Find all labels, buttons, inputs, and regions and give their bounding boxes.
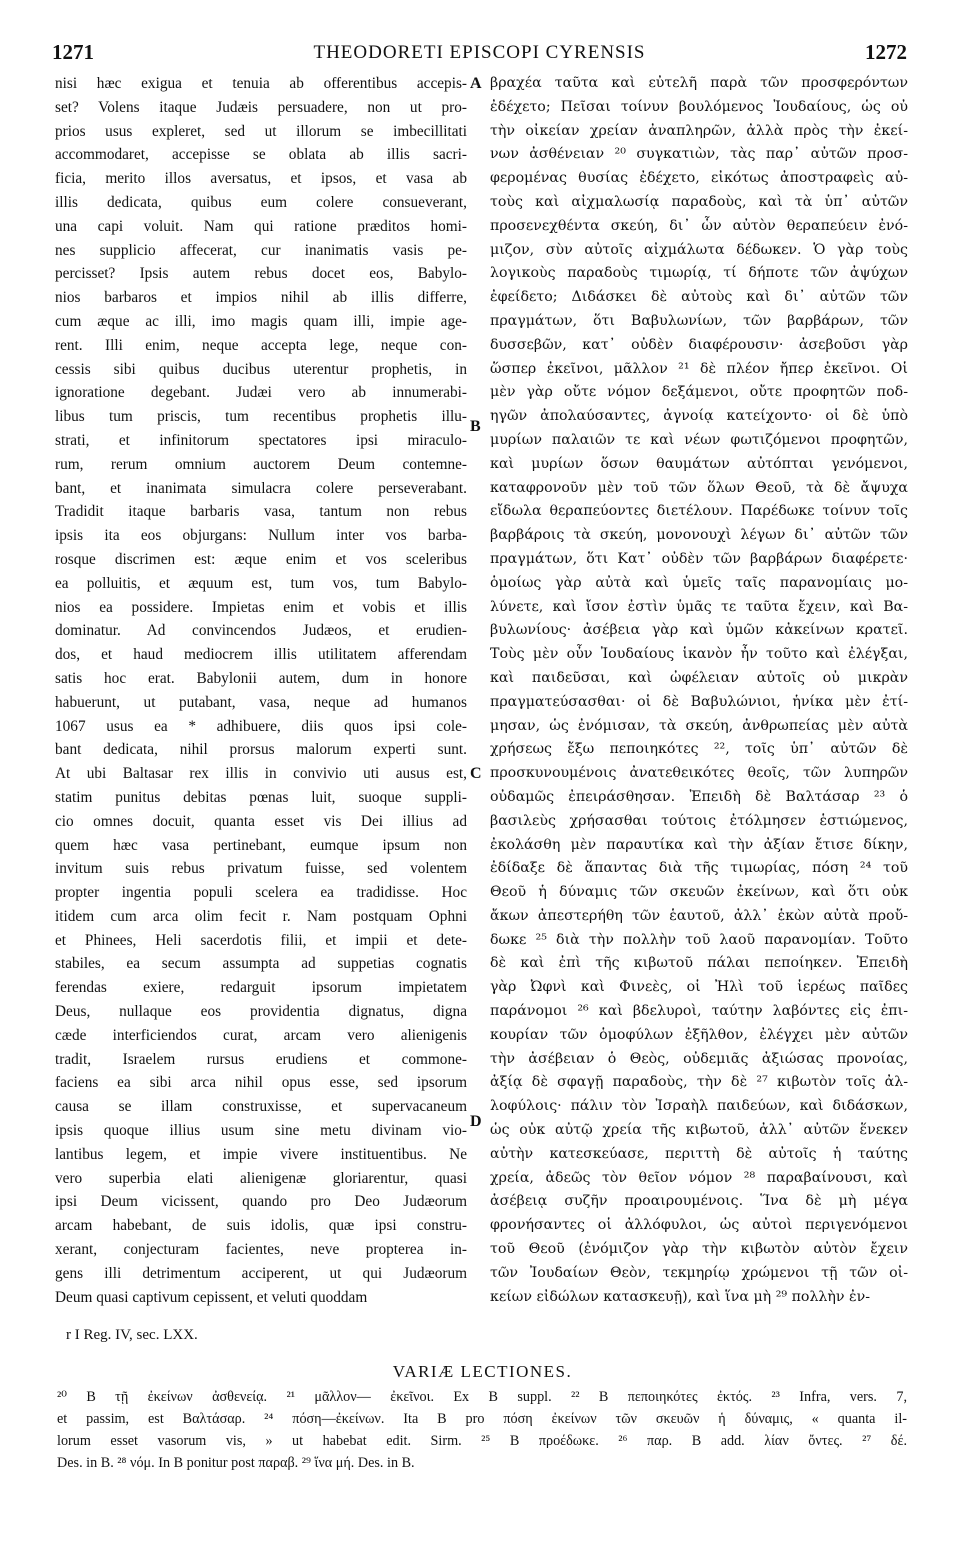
text-line: ἐκολάσθη μὲν παραυτίκα καὶ τὴν ἀξίαν ἔτισε δίκην, [490, 836, 908, 853]
text-line: κουρίαν τῶν ὁμοφύλων ἐξῆλθον, ἐλέγχει μὲν αὐτῶν [490, 1026, 908, 1043]
text-line: Τοὺς μὲν οὖν Ἰουδαίους ἱκανὸν ἦν τοῦτο καὶ ἐλέγξαι, [490, 646, 908, 663]
text-line: et passim, est Βαλτάσαρ. ²⁴ πόση—ἐκείνων. Ita B pro πόση ἐκείνων τῶν σκευῶν ἡ δύναμις, « quanta il- [57, 1411, 907, 1427]
text-line: φερομένας θυσίας ἐδέχετο, εἰκότως ἀποστραφεὶς αὐ- [490, 170, 908, 187]
text-line: ferendas exiere, redarguit ipsorum impietatem [55, 979, 467, 997]
page-header [52, 40, 907, 68]
text-line: ignoratione degebant. Judæi vero ab innumerabi- [55, 384, 467, 402]
text-line: causa se illam construxisse, et supervacaneum [55, 1098, 467, 1116]
text-line: ἐδέχετο; Πεῖσαι τοίνυν βουλόμενος Ἰουδαίους, ὡς οὐ [490, 98, 908, 115]
page-number-left: 1271 [52, 40, 94, 64]
text-line: cum æque ac illi, imo magis quam illi, impie age- [55, 312, 467, 330]
text-line: ὥσπερ ἐκεῖνοι, μᾶλλον ²¹ δὲ πλέον ἤπερ ἐκεῖνοι. Οἱ [490, 360, 908, 377]
text-line: bant, et inanimata simulacra colere perseverabant. [55, 479, 467, 497]
text-line: rum, rerum omnium auctorem Deum contemne- [55, 455, 467, 473]
text-line: καὶ παιδεῦσαι, καὶ ὠφέλειαν αὐτοῖς οὐ μικρὰν [490, 669, 908, 686]
text-line: gens illi detrimentum acciperent, ut qui Judæorum [55, 1264, 467, 1282]
text-line: cessis sibi quibus ducibus uterentur prophetis, in [55, 360, 467, 378]
text-line: νων ἀσθένειαν ²⁰ συγκατιὼν, τὰς παρ᾽ αὐτῶν προσ- [490, 146, 908, 163]
text-line: illis dedicata, quibus eum colere consueverant, [55, 193, 467, 211]
text-line: βασιλεὺς χρήσασθαι τούτοις ἐτόλμησεν ἑστιώμενος, [490, 812, 908, 829]
text-line: φρονήσαντες οἱ ἀλλόφυλοι, ὡς αὐτοὶ περιγενόμενοι [490, 1217, 908, 1234]
text-line: καὶ μυρίων ὅσων θαυμάτων αὐτόπται γενόμενοι, [490, 455, 908, 472]
text-line: quem hæc vasa pertinebant, eumque ipsum non [55, 836, 467, 854]
text-line: μιζον, σὺν αὐτοῖς αἰχμάλωτα δέδωκεν. Ὁ γὰρ τοὺς [490, 241, 908, 258]
text-line: tradit, Israelem rursus erudiens et commone- [55, 1050, 467, 1068]
text-line: una capi voluit. Nam qui ratione præditos homi- [55, 217, 467, 235]
text-line: ἀσέβειᾳ συζῆν προαιρουμένοις. Ἵνα δὲ μὴ μέγα [490, 1193, 908, 1210]
text-line: ἐδίδαξε δὲ ἅπαντας διὰ τῆς τιμωρίας, πόση ²⁴ τοῦ [490, 860, 908, 877]
text-line: ipsis ita eos objurgans: Nullum inter vos barba- [55, 527, 467, 545]
text-line: ὁμοίως γὰρ αὐτὰ καὶ ὑμεῖς ταῖς παρανομίαις μο- [490, 574, 908, 591]
text-line: percisset? Ipsis autem rebus docet eos, Babylo- [55, 265, 467, 283]
text-line: Des. in B. ²⁸ νόμ. In B ponitur post παραβ. ²⁹ ἵνα μή. Des. in B. [57, 1455, 415, 1471]
text-line: cæde interficiendos curat, arcam vero alienigenis [55, 1026, 467, 1044]
text-line: At ubi Baltasar rex illis in convivio uti ausus est, [55, 765, 467, 783]
variae-lectiones [57, 1386, 907, 1474]
text-line: ²⁰ B τῇ ἐκείνων ἀσθενείᾳ. ²¹ μᾶλλον— ἐκεῖνοι. Ex B suppl. ²² B πεποιηκότες ἐκτός. ²³ Infra, vers. 7, [57, 1389, 907, 1405]
text-line: nios ea possidere. Impietas enim et vobis et illis [55, 598, 467, 616]
text-line: rent. Illi enim, neque accepta lege, neque con- [55, 336, 467, 354]
text-line: lorum esset vasorum vis, » ut habebat edit. Sirm. ²⁵ B προέδωκε. ²⁶ παρ. B add. λίαν ὄντες. ²⁷ δέ. [57, 1433, 907, 1449]
text-line: εἴδωλα θεραπεύοντες διετέλουν. Παρέδωκε τοίνυν τοῖς [490, 503, 908, 520]
text-line: stabiles, ea secum assumpta ad suppetias cognatis [55, 955, 467, 973]
text-line: δὲ καὶ ἐπὶ τῆς κιβωτοῦ πάλαι πεποίηκεν. Ἐπειδὴ [490, 955, 908, 972]
margin-marker-a: A [470, 75, 482, 92]
text-line: lantibus legem, et impie vivere instituentibus. Ne [55, 1145, 467, 1163]
text-line: τοὺς καὶ αἰχμαλωσίᾳ παραδοὺς, καὶ τὰ ὑπ᾽ αὐτῶν [490, 193, 908, 210]
text-line: βυλωνίους· ἀσέβεια γὰρ καὶ ὑμῶν κἀκείνων κρατεῖ. [490, 622, 908, 639]
text-line: πραγμάτων, ὅτι Βαβυλωνίων, τῶν βαρβάρων, τῶν [490, 312, 908, 329]
text-line: τῶν Ἰουδαίων Θεὸν, τεκμηρίῳ χρώμενοι τῇ τῶν οἰ- [490, 1264, 908, 1281]
text-line: accommodaret, accepisse se oblata ab illis sacri- [55, 146, 467, 164]
footnote: r I Reg. IV, sec. LXX. [66, 1327, 198, 1343]
text-line: Deus, nullaque eos providentia dignatus, digna [55, 1003, 467, 1021]
text-line: ipsis quoque illius usum sine metu divinam vio- [55, 1122, 467, 1140]
text-line: dos, et haud mediocrem illis utilitatem afferendam [55, 646, 467, 664]
text-line: μησαν, ὡς ἐνόμισαν, τὰ σκεύη, ἀνθρωπείας μὲν αὐτὰ [490, 717, 908, 734]
text-line: habuerunt, ut putabant, vasa, neque ad humanos [55, 693, 467, 711]
text-line: αὐτὴν κατεσκεύασε, περιττὴ δὲ αὐτοῖς ἡ ταύτης [490, 1145, 908, 1162]
text-line: itidem cum arca olim fecit r. Nam postquam Ophni [55, 907, 467, 925]
text-line: οὐδαμῶς ἐπειράσθησαν. Ἐπειδὴ δὲ Βαλτάσαρ ²³ ὁ [490, 788, 908, 805]
text-line: λοφύλοις· πάλιν τὸν Ἰσραὴλ παιδεύων, καὶ διδάσκων, [490, 1098, 908, 1115]
text-line: bant dedicata, nihil prorsus malorum experti sunt. [55, 741, 467, 759]
variae-lectiones-title: VARIÆ LECTIONES. [392, 1362, 573, 1381]
text-line: γὰρ Ὠφνὶ καὶ Φινεὲς, οἱ Ἠλὶ τοῦ ἱερέως παῖδες [490, 979, 908, 996]
text-line: λογικοὺς παραδοὺς τιμωρίᾳ, τί δήποτε τῶν ἀψύχων [490, 265, 908, 282]
text-line: satis hoc erat. Babylonii autem, dum in honore [55, 669, 467, 687]
text-line: vero superbia elati alienigenæ gloriarentur, quasi [55, 1169, 467, 1187]
text-line: μὲν γὰρ οὔτε νόμον δεξάμενοι, οὔτε προφητῶν ποδ- [490, 384, 908, 401]
text-line: ea polluitis, et æquum est, tum vos, tum Babylo- [55, 574, 467, 592]
text-line: βραχέα ταῦτα καὶ εὐτελῆ παρὰ τῶν προσφερόντων [490, 75, 908, 91]
text-line: ficia, merito illos aversatus, et ipsos, et vasa ab [55, 170, 467, 188]
text-line: ἐφείδετο; Διδάσκει δὲ αὐτοὺς καὶ δι᾽ αὐτῶν τῶν [490, 289, 908, 306]
text-line: δυσσεβῶν, κατ᾽ οὐδὲν διαφέρουσιν· ἀσεβοῦσι γὰρ [490, 336, 908, 353]
text-line: nes supplicio affecerat, cur inanimatis vasis pe- [55, 241, 467, 259]
text-line: libus tum priscis, tum recentibus prophetis illu- [55, 408, 467, 426]
text-line: τὴν οἰκείαν χρείαν ἀναπληρῶν, ἀλλὰ πρὸς τὴν ἐκεί- [490, 122, 908, 139]
text-line: faciens ea sibi arca nihil opus esse, sed ipsorum [55, 1074, 467, 1092]
text-line: arcam habebant, de suis idolis, quæ ipsi constru- [55, 1217, 467, 1235]
greek-column [490, 72, 908, 1309]
page-number-right: 1272 [865, 40, 907, 64]
text-line: χρήσεως ἔξω πεποιηκότες ²², τοῖς ὑπ᾽ αὐτῶν δὲ [490, 741, 908, 758]
text-line: κείων εἰδώλων κατασκευῇ), καὶ ἵνα μὴ ²⁹ πολλὴν ἐν- [490, 1288, 871, 1305]
text-line: nios barbaros et impios nihil ab illis differre, [55, 289, 467, 307]
text-line: set? Volens itaque Judæis persuadere, non ut pro- [55, 98, 467, 116]
margin-marker-b: B [470, 418, 481, 435]
text-line: δωκε ²⁵ διὰ τὴν πολλὴν τοῦ λαοῦ παρανομίαν. Τοῦτο [490, 931, 908, 948]
text-line: ὡς οὐκ αὐτῷ χρεία τῆς κιβωτοῦ, ἀλλ᾽ αὐτῶν ἕνεκεν [490, 1122, 908, 1139]
text-line: strati, et infinitorum spectatores ipsi miraculo- [55, 431, 467, 449]
text-line: cio omnes docuit, quanta esset vis Dei illius ad [55, 812, 467, 830]
text-line: dominatur. Ad convincendos Judæos, et erudien- [55, 622, 467, 640]
text-line: προσενεχθέντα σκεύη, δι᾽ ὧν αὐτὸν θεραπεύειν ἐνό- [490, 217, 908, 234]
text-line: Deum quasi captivum cepissent, et veluti quoddam [55, 1288, 368, 1306]
margin-marker-d: D [470, 1113, 482, 1130]
text-line: et Phinees, Heli sacerdotis filii, et impii et dete- [55, 931, 467, 949]
text-line: χρεία, ἀδεῶς τὸν θεῖον νόμον ²⁸ παραβαίνουσι, καὶ [490, 1169, 908, 1186]
text-line: ηγῶν ἀπολαύσαντες, ἀγνοίᾳ κατείχοντο· οἱ δὲ ὑπὸ [490, 408, 908, 425]
margin-marker-c: C [470, 765, 482, 782]
text-line: τοῦ Θεοῦ (ἐνόμιζον γὰρ τὴν κιβωτὸν αὐτὸν ἔχειν [490, 1241, 908, 1258]
text-line: propter ingentia populi scelera ea tradidisse. Hoc [55, 884, 467, 902]
text-line: προσκυνουμένοις ἀνατεθεικότες θεοῖς, τῶν λυπηρῶν [490, 765, 908, 782]
text-line: λύνετε, καὶ ἴσον ἐστὶν ὑμᾶς τε ταῦτα ἔχειν, καὶ Βα- [490, 598, 908, 615]
latin-column [55, 72, 467, 1309]
text-line: ipsi Deum vicissent, quando pro Deo Judæorum [55, 1193, 467, 1211]
text-line: πραγματεύσασθαι· οἱ δὲ Βαβυλώνιοι, ἡνίκα μὲν ἐτί- [490, 693, 908, 710]
text-line: Θεοῦ ἡ δύναμις τῶν σκευῶν ἐκείνων, καὶ ὅτι οὐκ [490, 884, 908, 901]
text-line: ἄκων ἀπεστερήθη τῶν ἑαυτοῦ, ἀλλ᾽ ἑκὼν αὐτὰ προὔ- [490, 907, 908, 924]
text-line: 1067 usus ea * adhibuere, diis quos ipsi cole- [55, 717, 467, 735]
text-line: ἀξίᾳ δὲ σφαγῇ παραδοὺς, τὴν δὲ ²⁷ κιβωτὸν τοῖς ἀλ- [490, 1074, 908, 1091]
text-line: παράνομοι ²⁶ καὶ βδελυροὶ, ταύτην λαβόντες εἰς ἐπι- [490, 1003, 908, 1020]
text-line: πραγμάτων, ὅτι Κατ᾽ οὐδὲν τῶν βαρβάρων διαφέρετε· [490, 550, 908, 567]
running-title: THEODORETI EPISCOPI CYRENSIS [313, 42, 646, 63]
text-line: rosque discrimen est: æque enim et vos sceleribus [55, 550, 467, 568]
text-line: xerant, conjecturam facientes, neve propterea in- [55, 1241, 467, 1259]
text-line: Tradidit itaque barbaris vasa, tantum non rebus [55, 503, 467, 521]
text-line: καταφρονοῦν μὲν τοῦ τῶν ὅλων Θεοῦ, τὰ δὲ ἄψυχα [490, 479, 908, 496]
text-line: τὴν ἀσέβειαν ὁ Θεὸς, οὐδεμιᾶς ἀξιώσας προνοίας, [490, 1050, 908, 1067]
text-line: statim punitus debitas pœnas luit, suoque suppli- [55, 788, 467, 806]
text-line: βαρβάροις τὰ σκεύη, μονονουχὶ λέγων δι᾽ αὐτῶν τῶν [490, 527, 908, 544]
text-line: invitum suis rebus privatum fuisse, sed volentem [55, 860, 467, 878]
text-line: prios usus expleret, sed ut illorum se imbecillitati [55, 122, 467, 140]
text-line: μυρίων παλαιῶν τε καὶ νέων φωτιζόμενοι προφητῶν, [490, 431, 908, 448]
text-line: nisi hæc exigua et tenuia ab offerentibus accepis- [55, 75, 467, 92]
